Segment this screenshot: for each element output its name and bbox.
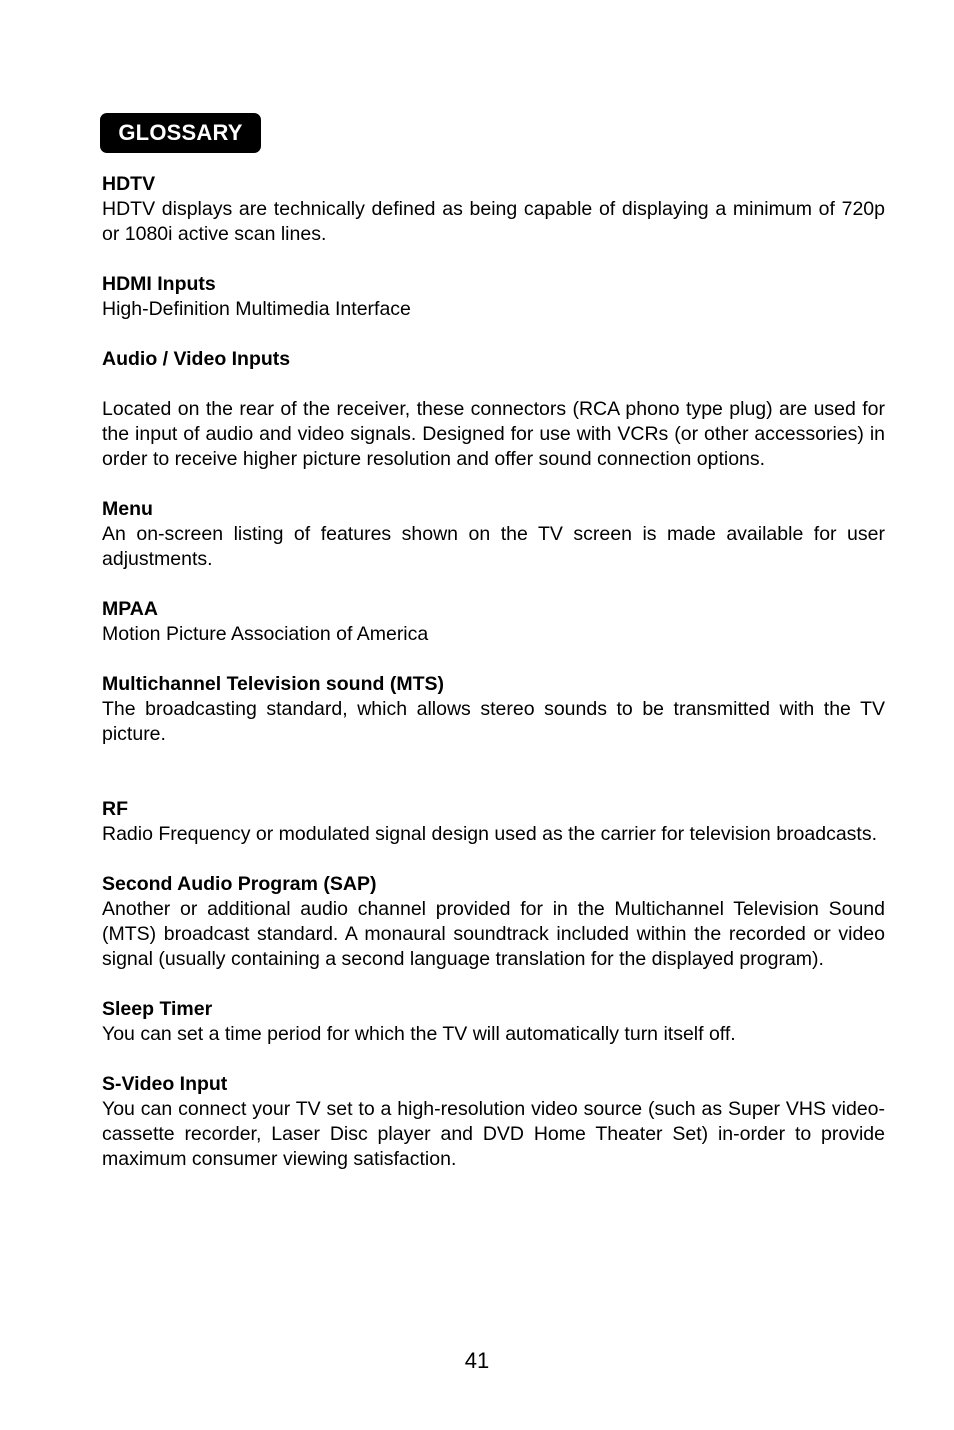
glossary-term: Audio / Video Inputs (102, 348, 291, 370)
glossary-entry-hdmi-inputs (102, 272, 885, 322)
glossary-entry-rf (102, 797, 885, 847)
glossary-entry-menu (102, 497, 885, 572)
glossary-term: Menu (102, 498, 153, 520)
glossary-term: HDMI Inputs (102, 273, 216, 295)
glossary-heading-badge: GLOSSARY (100, 113, 261, 153)
glossary-definition: Another or additional audio channel provided for in the Multichannel Television Sound (MTS) broadcast standard. A monaural soundtrack included within the recorded or video signal (usually containing a second language translation for the displayed program). (102, 898, 885, 970)
glossary-term: MPAA (102, 598, 158, 620)
glossary-entry-sap (102, 872, 885, 972)
glossary-definition: You can set a time period for which the TV will automatically turn itself off. (102, 1023, 736, 1045)
glossary-term: S-Video Input (102, 1073, 228, 1095)
glossary-term: Multichannel Television sound (MTS) (102, 673, 444, 695)
glossary-definition: HDTV displays are technically defined as being capable of displaying a minimum of 720p or 1080i active scan lines. (102, 198, 885, 245)
glossary-entry-mpaa (102, 597, 885, 647)
glossary-term: RF (102, 798, 128, 820)
glossary-term: Second Audio Program (SAP) (102, 873, 377, 895)
glossary-definition: An on-screen listing of features shown on the TV screen is made available for user adjustments. (102, 523, 885, 570)
glossary-list (102, 172, 885, 1172)
glossary-definition: The broadcasting standard, which allows stereo sounds to be transmitted with the TV picture. (102, 698, 885, 745)
glossary-entry-audio-video-inputs (102, 347, 885, 472)
glossary-term: Sleep Timer (102, 998, 213, 1020)
glossary-entry-hdtv (102, 172, 885, 247)
glossary-definition: Motion Picture Association of America (102, 623, 429, 645)
glossary-entry-mts (102, 672, 885, 747)
glossary-term: HDTV (102, 173, 156, 195)
glossary-entry-s-video-input (102, 1072, 885, 1172)
glossary-definition: Located on the rear of the receiver, these connectors (RCA phono type plug) are used for the input of audio and video signals. Designed for use with VCRs (or other accessories) in order to receive higher picture resolution and offer sound connection options. (102, 398, 885, 470)
glossary-definition: High-Definition Multimedia Interface (102, 298, 411, 320)
page-number: 41 (464, 1348, 490, 1373)
glossary-entry-sleep-timer (102, 997, 885, 1047)
glossary-definition: You can connect your TV set to a high-resolution video source (such as Super VHS video-cassette recorder, Laser Disc player and DVD Home Theater Set) in-order to provide maximum consumer viewing satisfaction. (102, 1098, 885, 1170)
glossary-definition: Radio Frequency or modulated signal design used as the carrier for television broadcasts. (102, 823, 878, 845)
